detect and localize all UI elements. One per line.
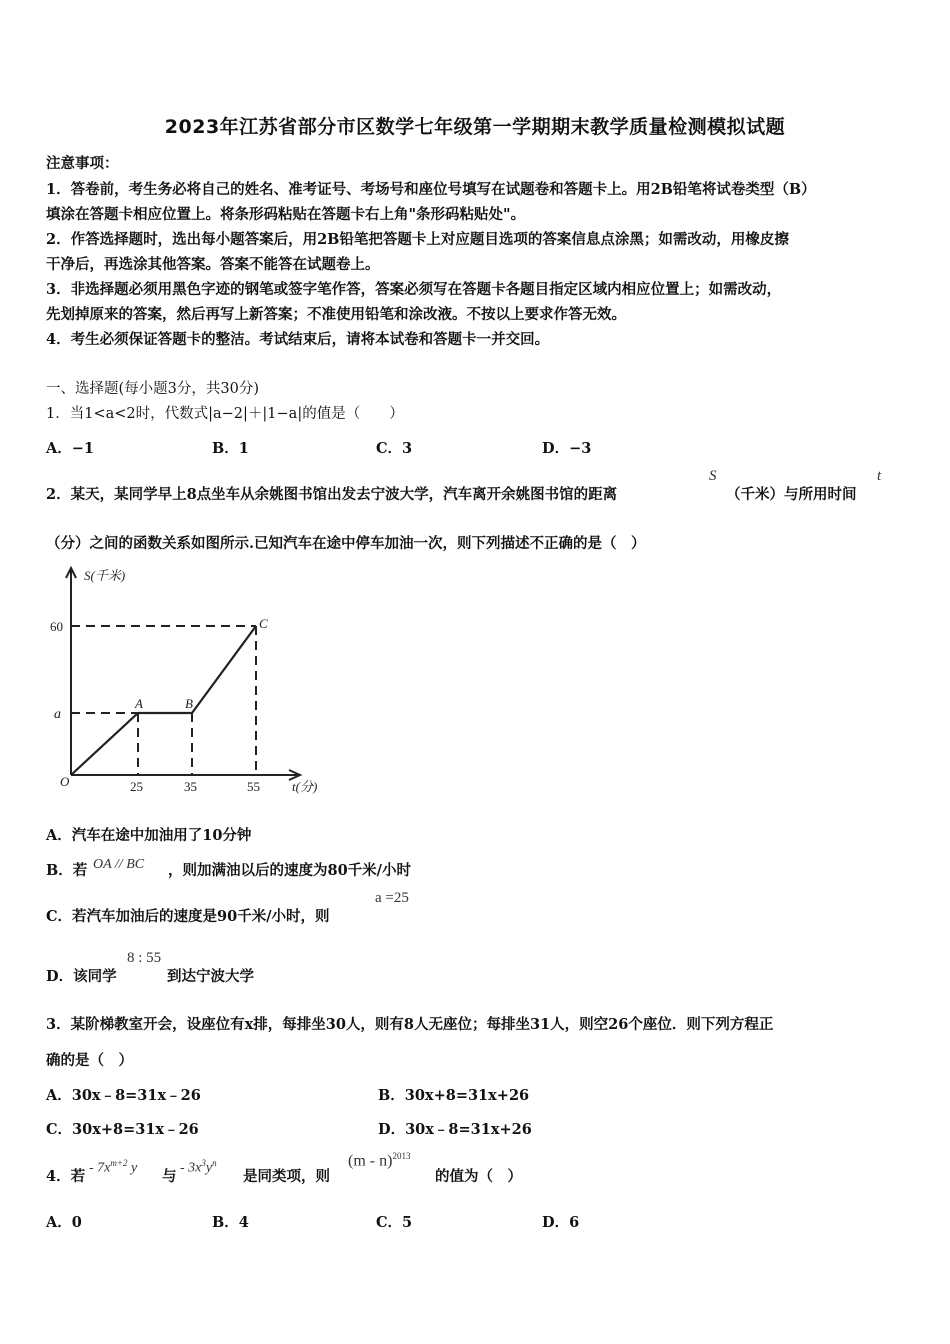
section-heading: 一、选择题(每小题3分，共30分): [46, 381, 259, 397]
q4-term2-y: y: [205, 1160, 213, 1176]
q4-term1-coef: - 7x: [89, 1160, 111, 1176]
q2-stem-line2: （分）之间的函数关系如图所示.已知汽车在途中停车加油一次，则下列描述不正确的是（ ）: [46, 535, 646, 552]
q4-term1-exp: m+2: [110, 1158, 128, 1168]
q3-option-a: A．30x﹣8=31x﹣26: [46, 1087, 201, 1104]
notice-line-7: 4．考生必须保证答题卡的整洁。考试结束后，请将本试卷和答题卡一并交回。: [46, 331, 550, 348]
q2-symbol-t: t: [877, 468, 882, 484]
point-a-label: A: [135, 696, 143, 711]
q3-option-d: D．30x﹣8=31x+26: [378, 1121, 532, 1138]
q2-option-b-prefix: B．若: [46, 862, 88, 879]
page-title: 2023年江苏省部分市区数学七年级第一学期期末教学质量检测模拟试题: [164, 116, 786, 138]
q4-expression-exp: 2013: [392, 1151, 411, 1161]
q4-term2-yexp: n: [212, 1158, 217, 1168]
q2-option-c-text: C．若汽车加油后的速度是90千米/小时，则: [46, 908, 330, 925]
q4-prefix: 4．若: [46, 1168, 86, 1185]
y-axis-label: S(千米): [84, 568, 126, 583]
q2-option-a: A．汽车在途中加油用了10分钟: [46, 827, 252, 844]
q4-option-a: A．0: [46, 1214, 82, 1231]
q4-option-d: D．6: [542, 1214, 580, 1231]
q4-term1-y: y: [130, 1160, 138, 1176]
notice-line-3: 2．作答选择题时，选出每小题答案后，用2B铅笔把答题卡上对应题目选项的答案信息点涂黑；如需改动，用橡皮擦: [46, 231, 789, 248]
q4-term2-exp: 3: [201, 1158, 206, 1168]
q2-stem-part2: （千米）与所用时间: [726, 486, 857, 503]
notice-line-5: 3．非选择题必须用黑色字迹的钢笔或签字笔作答，答案必须写在答题卡各题目指定区域内相应位置上；如需改动，: [46, 281, 782, 298]
q4-option-c: C．5: [376, 1214, 413, 1231]
q4-and: 与: [162, 1168, 177, 1185]
point-b-label: B: [185, 696, 193, 711]
q2-graph: [44, 562, 344, 802]
notice-line-4: 干净后，再选涂其他答案。答案不能答在试题卷上。: [46, 256, 380, 273]
point-c-label: C: [259, 616, 268, 631]
x-axis-label: t(分): [292, 779, 318, 794]
notice-line-1: 1．答卷前，考生务必将自己的姓名、准考证号、考场号和座位号填写在试题卷和答题卡上。用2B铅笔将试卷类型（B）: [46, 181, 816, 198]
q2-stem-part1: 2．某天，某同学早上8点坐车从余姚图书馆出发去宁波大学，汽车离开余姚图书馆的距离: [46, 486, 618, 503]
q2-option-b-math: OA // BC: [93, 857, 145, 872]
q1-option-d: D．−3: [542, 440, 592, 457]
origin-label: O: [60, 774, 70, 789]
q4-tail: 的值为（ ）: [435, 1168, 522, 1185]
q3-stem-line1: 3．某阶梯教室开会，设座位有x排，每排坐30人，则有8人无座位；每排坐31人，则空26个座位．则下列方程正: [46, 1016, 774, 1033]
notice-line-2: 填涂在答题卡相应位置上。将条形码粘贴在答题卡右上角"条形码粘贴处"。: [46, 206, 526, 223]
q2-option-d-text: 到达宁波大学: [167, 968, 254, 985]
q4-like-terms-text: 是同类项，则: [243, 1168, 330, 1185]
q1-option-a: A．−1: [46, 440, 94, 457]
q3-option-b: B．30x+8=31x+26: [378, 1087, 530, 1104]
q1-option-c: C．3: [376, 440, 413, 457]
q4-term2: [180, 1158, 217, 1177]
q3-option-c: C．30x+8=31x﹣26: [46, 1121, 199, 1138]
y-tick-60: 60: [50, 619, 63, 634]
x-tick-25: 25: [130, 779, 143, 794]
q4-option-b: B．4: [212, 1214, 249, 1231]
x-tick-35: 35: [184, 779, 197, 794]
q2-option-d-math: 8 : 55: [127, 950, 162, 966]
q3-stem-line2: 确的是（ ）: [46, 1052, 133, 1069]
q2-option-c-math: a =25: [375, 890, 409, 906]
x-tick-55: 55: [247, 779, 260, 794]
q2-option-b-text: ，则加满油以后的速度为80千米/小时: [168, 862, 411, 879]
y-tick-a: a: [54, 707, 61, 722]
q1-stem: 1．当1<a<2时，代数式|a−2|＋|1−a|的值是（ ）: [46, 406, 404, 422]
q2-symbol-s: S: [709, 468, 717, 484]
q1-option-b: B．1: [212, 440, 249, 457]
distance-time-graph-line: [71, 626, 256, 775]
q4-expression: [348, 1151, 410, 1170]
q2-option-d-prefix: D．该同学: [46, 968, 117, 985]
q4-term2-coef: - 3x: [180, 1160, 202, 1176]
notice-line-6: 先划掉原来的答案，然后再写上新答案；不准使用铅笔和涂改液。不按以上要求作答无效。: [46, 306, 626, 323]
notice-heading: 注意事项：: [46, 155, 119, 172]
q4-term1: [89, 1158, 137, 1177]
q4-expression-base: (m - n): [348, 1152, 393, 1170]
